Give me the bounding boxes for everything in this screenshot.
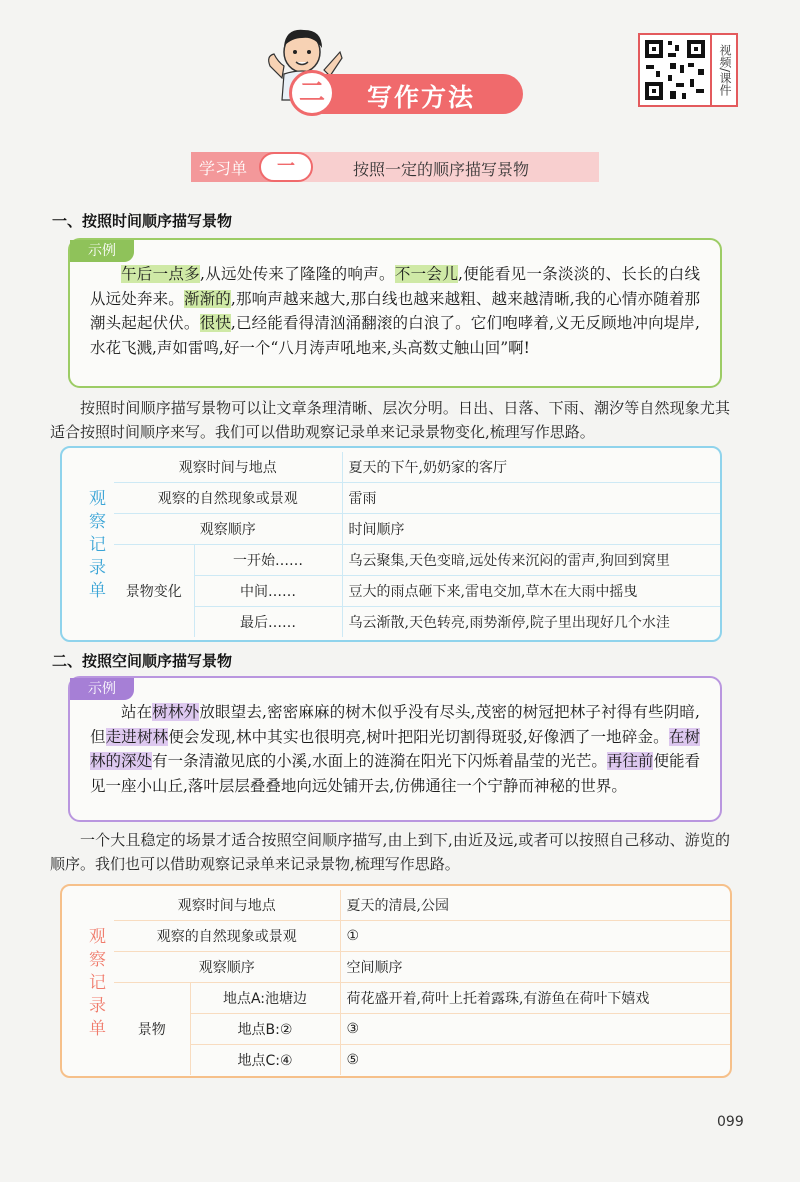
place-value-blank: ③ [340,1014,730,1045]
stage-value: 乌云渐散,天色转亮,雨势渐停,院子里出现好几个水洼 [342,607,720,638]
stage-value: 豆大的雨点砸下来,雷电交加,草木在大雨中摇曳 [342,576,720,607]
example-tag: 示例 [70,678,134,700]
highlighted-time-phrase: 再往前 [606,752,654,770]
example-text-segment: 便会发现,林中其实也很明亮,树叶把阳光切割得斑驳,好像洒了一地碎金。 [168,727,669,746]
observation-sheet-time-order [60,446,722,642]
explanation-paragraph-time-order: 按照时间顺序描写景物可以让文章条理清晰、层次分明。日出、日落、下雨、潮汐等自然现象尤其适合按照时间顺序来写。我们可以借助观察记录单来记录景物变化,梳理写作思路。 [50,399,730,441]
stage-value: 乌云聚集,天色变暗,远处传来沉闷的雷声,狗回到窝里 [342,545,720,576]
example-box-space-order [68,676,722,822]
highlighted-time-phrase: 很快 [199,314,231,332]
label-order: 观察顺序 [114,952,340,983]
example-text-space-order [90,700,700,798]
section-heading-time-order: 一、按照时间顺序描写景物 [52,212,233,230]
value-phenomenon: 雷雨 [342,483,720,514]
observation-table-time [114,452,720,637]
place-label: 地点A:池塘边 [190,983,340,1014]
stage-label: 最后…… [194,607,342,638]
example-text-segment: 放眼望去,密密麻麻的树木似乎没有尽头,茂密的树冠把林子衬得有些阴暗,但 [90,703,700,746]
qr-video-courseware-label: 视频/课件 [712,33,738,107]
label-time-place: 观察时间与地点 [114,452,342,483]
page-number: 099 [717,1114,744,1130]
sheet-topic: 按照一定的顺序描写景物 [353,160,530,179]
place-label: 地点B:② [190,1014,340,1045]
page-title: 写作方法 [367,83,476,112]
example-text-segment: 有一条清澈见底的小溪,水面上的涟漪在阳光下闪烁着晶莹的光芒。 [152,752,607,770]
value-phenomenon-blank: ① [340,921,730,952]
observation-sheet-space-order [60,884,732,1078]
highlighted-time-phrase: 树林外 [152,703,200,721]
example-tag: 示例 [70,240,134,262]
qr-code-icon[interactable] [638,33,712,107]
chapter-title [285,70,525,116]
example-box-time-order [68,238,722,388]
example-text-time-order [90,262,700,360]
example-text-segment: 便能看见一座小山丘,落叶层层叠叠地向远处铺开去,仿佛通往一个宁静而神秘的世界。 [90,752,700,795]
place-value: 荷花盛开着,荷叶上托着露珠,有游鱼在荷叶下嬉戏 [340,983,730,1014]
value-time-place: 夏天的清晨,公园 [340,890,730,921]
example-text-segment: ,已经能看得清汹涌翻滚的白浪了。它们咆哮着,义无反顾地冲向堤岸,水花飞溅,声如雷鸣,好一个“八月涛声吼地来,头高数丈触山回”啊! [90,314,700,357]
side-label-observation-sheet: 观察记录单 [85,926,105,1042]
section-heading-space-order: 二、按照空间顺序描写景物 [52,652,233,670]
example-text-segment: ,从远处传来了隆隆的响声。 [200,265,395,283]
label-scenery: 景物 [114,983,190,1076]
sheet-label: 学习单 [199,159,248,178]
highlighted-time-phrase: 渐渐的 [183,289,231,308]
example-text-segment: 站在 [121,703,153,721]
highlighted-time-phrase: 不一会儿 [394,265,459,283]
observation-table-space [114,890,730,1075]
side-label-observation-sheet: 观察记录单 [85,488,105,604]
label-time-place: 观察时间与地点 [114,890,340,921]
highlighted-time-phrase: 午后一点多 [121,265,200,283]
label-scene-change: 景物变化 [114,545,194,638]
value-time-place: 夏天的下午,奶奶家的客厅 [342,452,720,483]
sheet-number-badge: 一 [259,152,313,182]
explanation-paragraph-space-order: 一个大且稳定的场景才适合按照空间顺序描写,由上到下,由近及远,或者可以按照自己移动、游览的顺序。我们也可以借助观察记录单来记录景物,梳理写作思路。 [50,831,730,873]
highlighted-time-phrase: 在树林的深处 [90,727,700,770]
stage-label: 一开始…… [194,545,342,576]
value-order: 空间顺序 [340,952,730,983]
label-phenomenon: 观察的自然现象或景观 [114,921,340,952]
place-value-blank: ⑤ [340,1045,730,1076]
example-text-segment: ,便能看见一条淡淡的、长长的白线从远处奔来。 [90,265,700,308]
highlighted-time-phrase: 走进树林 [105,727,169,746]
learning-sheet-banner [191,152,599,182]
label-order: 观察顺序 [114,514,342,545]
title-number-badge: 二 [289,70,335,116]
place-label: 地点C:④ [190,1045,340,1076]
stage-label: 中间…… [194,576,342,607]
label-phenomenon: 观察的自然现象或景观 [114,483,342,514]
example-text-segment: ,那响声越来越大,那白线也越来越粗、越来越清晰,我的心情亦随着那潮头起起伏伏。 [90,289,700,332]
value-order: 时间顺序 [342,514,720,545]
